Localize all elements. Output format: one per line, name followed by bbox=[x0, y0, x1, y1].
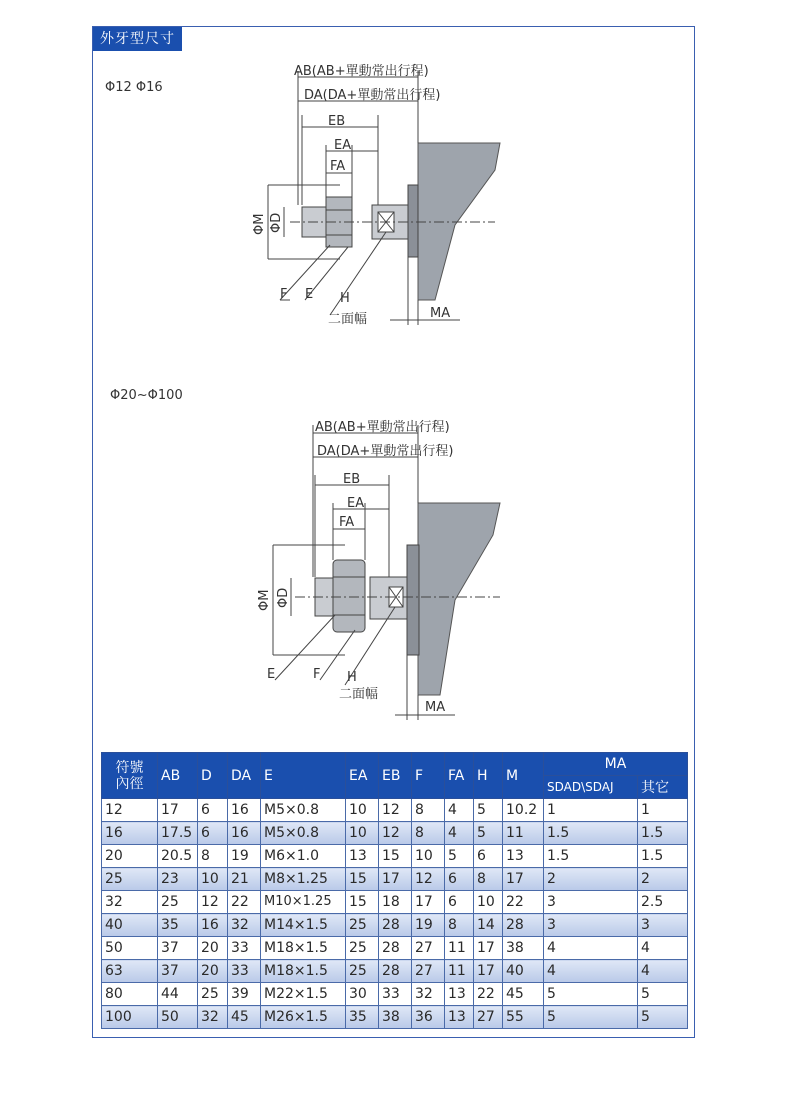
table-cell: 10 bbox=[412, 845, 445, 868]
table-row bbox=[102, 914, 688, 937]
table-cell: 55 bbox=[503, 1006, 544, 1029]
table-cell: 63 bbox=[102, 960, 158, 983]
flats-label: 二面幅 bbox=[328, 312, 368, 327]
table-row bbox=[102, 799, 688, 822]
table-cell: 25 bbox=[346, 914, 379, 937]
table-cell: 23 bbox=[158, 868, 198, 891]
table-cell: 5 bbox=[474, 822, 503, 845]
table-row bbox=[102, 937, 688, 960]
table-cell: 38 bbox=[503, 937, 544, 960]
table-cell: 4 bbox=[544, 960, 638, 983]
phid-dim-label-2: ΦD bbox=[276, 587, 291, 608]
table-cell: 6 bbox=[445, 868, 474, 891]
table-cell: 25 bbox=[102, 868, 158, 891]
table-cell: 100 bbox=[102, 1006, 158, 1029]
corner-symbol-label: 符號 bbox=[115, 759, 144, 776]
page-title: 外牙型尺寸 bbox=[93, 27, 182, 51]
col-header: EA bbox=[346, 753, 379, 799]
table-cell: 27 bbox=[412, 937, 445, 960]
table-cell: M6×1.0 bbox=[261, 845, 346, 868]
table-cell: 13 bbox=[503, 845, 544, 868]
table-cell: 13 bbox=[445, 1006, 474, 1029]
col-header: AB bbox=[158, 753, 198, 799]
table-cell: 13 bbox=[346, 845, 379, 868]
ma-dim-label: MA bbox=[430, 306, 451, 321]
table-cell: 22 bbox=[503, 891, 544, 914]
table-cell: 1.5 bbox=[638, 822, 688, 845]
flats-label-2: 二面幅 bbox=[339, 687, 379, 702]
table-cell: 12 bbox=[102, 799, 158, 822]
table-cell: M18×1.5 bbox=[261, 960, 346, 983]
table-cell: 15 bbox=[346, 891, 379, 914]
table-cell: 8 bbox=[445, 914, 474, 937]
spec-table bbox=[101, 752, 688, 1029]
section2-size-label: Φ20~Φ100 bbox=[110, 388, 183, 403]
table-cell: 10 bbox=[346, 822, 379, 845]
table-cell: 37 bbox=[158, 937, 198, 960]
table-cell: 6 bbox=[474, 845, 503, 868]
table-cell: 28 bbox=[379, 937, 412, 960]
table-cell: 1.5 bbox=[544, 845, 638, 868]
table-cell: M26×1.5 bbox=[261, 1006, 346, 1029]
table-row bbox=[102, 960, 688, 983]
col-header: F bbox=[412, 753, 445, 799]
table-cell: 16 bbox=[198, 914, 228, 937]
table-cell: 17 bbox=[503, 868, 544, 891]
table-cell: 40 bbox=[503, 960, 544, 983]
table-cell: 45 bbox=[503, 983, 544, 1006]
table-cell: 13 bbox=[445, 983, 474, 1006]
table-cell: 5 bbox=[445, 845, 474, 868]
table-cell: 45 bbox=[228, 1006, 261, 1029]
table-cell: 8 bbox=[474, 868, 503, 891]
table-cell: 14 bbox=[474, 914, 503, 937]
table-cell: M10×1.25 bbox=[261, 891, 346, 914]
table-cell: 33 bbox=[228, 960, 261, 983]
h-dim-label-2: H bbox=[347, 670, 357, 685]
table-cell: 3 bbox=[544, 914, 638, 937]
table-cell: 20 bbox=[198, 937, 228, 960]
table-cell: 25 bbox=[346, 937, 379, 960]
corner-header bbox=[102, 753, 158, 799]
table-cell: M22×1.5 bbox=[261, 983, 346, 1006]
table-cell: 1 bbox=[544, 799, 638, 822]
table-cell: 5 bbox=[474, 799, 503, 822]
ea-dim-label: EA bbox=[334, 138, 352, 153]
ma-dim-label-2: MA bbox=[425, 700, 446, 715]
drawing-small-bore bbox=[230, 55, 530, 335]
table-header-row bbox=[102, 753, 688, 776]
table-cell: 8 bbox=[198, 845, 228, 868]
table-cell: 3 bbox=[544, 891, 638, 914]
table-cell: 6 bbox=[445, 891, 474, 914]
table-cell: 10 bbox=[198, 868, 228, 891]
table-cell: 4 bbox=[638, 960, 688, 983]
h-dim-label: H bbox=[340, 291, 350, 306]
table-cell: 4 bbox=[445, 799, 474, 822]
section1-size-label: Φ12 Φ16 bbox=[105, 80, 163, 95]
table-row bbox=[102, 983, 688, 1006]
table-cell: 8 bbox=[412, 822, 445, 845]
ab-dim-label-2: AB(AB+單動常出行程) bbox=[315, 420, 450, 435]
table-cell: 33 bbox=[228, 937, 261, 960]
table-cell: 5 bbox=[638, 1006, 688, 1029]
table-cell: 5 bbox=[638, 983, 688, 1006]
table-cell: 15 bbox=[379, 845, 412, 868]
table-cell: 50 bbox=[102, 937, 158, 960]
table-cell: 36 bbox=[412, 1006, 445, 1029]
table-cell: 25 bbox=[198, 983, 228, 1006]
table-cell: 33 bbox=[379, 983, 412, 1006]
col-header: D bbox=[198, 753, 228, 799]
table-cell: 5 bbox=[544, 1006, 638, 1029]
table-cell: 10.2 bbox=[503, 799, 544, 822]
table-cell: 1.5 bbox=[544, 822, 638, 845]
table-cell: 6 bbox=[198, 822, 228, 845]
table-cell: 50 bbox=[158, 1006, 198, 1029]
ea-dim-label-2: EA bbox=[347, 496, 365, 511]
table-cell: 80 bbox=[102, 983, 158, 1006]
table-cell: 35 bbox=[158, 914, 198, 937]
table-row bbox=[102, 845, 688, 868]
table-row bbox=[102, 891, 688, 914]
table-cell: 22 bbox=[474, 983, 503, 1006]
table-cell: 2.5 bbox=[638, 891, 688, 914]
table-cell: 27 bbox=[412, 960, 445, 983]
table-cell: 19 bbox=[228, 845, 261, 868]
table-cell: 17 bbox=[412, 891, 445, 914]
da-dim-label: DA(DA+單動常出行程) bbox=[304, 88, 441, 103]
table-cell: 32 bbox=[198, 1006, 228, 1029]
table-cell: 15 bbox=[346, 868, 379, 891]
table-row bbox=[102, 868, 688, 891]
table-cell: 25 bbox=[158, 891, 198, 914]
fa-dim-label-2: FA bbox=[339, 515, 355, 530]
table-cell: 16 bbox=[228, 822, 261, 845]
table-cell: 44 bbox=[158, 983, 198, 1006]
table-row bbox=[102, 822, 688, 845]
table-cell: 21 bbox=[228, 868, 261, 891]
table-cell: 37 bbox=[158, 960, 198, 983]
table-cell: 35 bbox=[346, 1006, 379, 1029]
ma-sub-header: SDAD\SDAJ bbox=[544, 776, 638, 799]
table-cell: 20 bbox=[198, 960, 228, 983]
table-cell: 1 bbox=[638, 799, 688, 822]
col-header: EB bbox=[379, 753, 412, 799]
phim-dim-label-2: ΦM bbox=[257, 589, 272, 611]
table-cell: 4 bbox=[445, 822, 474, 845]
table-cell: 17.5 bbox=[158, 822, 198, 845]
e-dim-label: E bbox=[305, 287, 314, 302]
table-cell: 4 bbox=[544, 937, 638, 960]
table-cell: 17 bbox=[474, 960, 503, 983]
table-cell: 12 bbox=[198, 891, 228, 914]
table-cell: 18 bbox=[379, 891, 412, 914]
table-cell: 10 bbox=[474, 891, 503, 914]
drawing-large-bore bbox=[235, 405, 525, 725]
da-dim-label-2: DA(DA+單動常出行程) bbox=[317, 444, 454, 459]
ma-sub-header: 其它 bbox=[638, 776, 688, 799]
table-cell: 2 bbox=[638, 868, 688, 891]
eb-dim-label-2: EB bbox=[343, 472, 361, 487]
table-cell: 32 bbox=[102, 891, 158, 914]
col-header: E bbox=[261, 753, 346, 799]
table-cell: 11 bbox=[445, 937, 474, 960]
ma-group-header: MA bbox=[544, 753, 688, 776]
col-header: H bbox=[474, 753, 503, 799]
table-cell: 38 bbox=[379, 1006, 412, 1029]
table-row bbox=[102, 1006, 688, 1029]
table-cell: 1.5 bbox=[638, 845, 688, 868]
phim-dim-label: ΦM bbox=[252, 213, 267, 235]
table-cell: 12 bbox=[379, 799, 412, 822]
table-cell: 6 bbox=[198, 799, 228, 822]
table-cell: M5×0.8 bbox=[261, 799, 346, 822]
f-dim-label: F bbox=[280, 287, 288, 302]
table-cell: 10 bbox=[346, 799, 379, 822]
table-cell: 32 bbox=[228, 914, 261, 937]
table-cell: 4 bbox=[638, 937, 688, 960]
table-cell: 20 bbox=[102, 845, 158, 868]
table-cell: 16 bbox=[102, 822, 158, 845]
table-cell: M14×1.5 bbox=[261, 914, 346, 937]
table-cell: 2 bbox=[544, 868, 638, 891]
table-cell: 17 bbox=[474, 937, 503, 960]
table-cell: M8×1.25 bbox=[261, 868, 346, 891]
table-cell: 19 bbox=[412, 914, 445, 937]
fa-dim-label: FA bbox=[330, 159, 346, 174]
col-header: FA bbox=[445, 753, 474, 799]
table-cell: 32 bbox=[412, 983, 445, 1006]
table-cell: 39 bbox=[228, 983, 261, 1006]
table-cell: 17 bbox=[379, 868, 412, 891]
f-dim-label-2: F bbox=[313, 667, 321, 682]
phid-dim-label: ΦD bbox=[269, 212, 284, 233]
table-cell: 25 bbox=[346, 960, 379, 983]
table-cell: 11 bbox=[445, 960, 474, 983]
table-cell: 11 bbox=[503, 822, 544, 845]
table-cell: 8 bbox=[412, 799, 445, 822]
ab-dim-label: AB(AB+單動常出行程) bbox=[294, 64, 429, 79]
col-header: M bbox=[503, 753, 544, 799]
col-header: DA bbox=[228, 753, 261, 799]
table-cell: 30 bbox=[346, 983, 379, 1006]
table-cell: M18×1.5 bbox=[261, 937, 346, 960]
table-cell: 17 bbox=[158, 799, 198, 822]
table-cell: 3 bbox=[638, 914, 688, 937]
table-cell: 40 bbox=[102, 914, 158, 937]
table-cell: M5×0.8 bbox=[261, 822, 346, 845]
table-cell: 20.5 bbox=[158, 845, 198, 868]
e-dim-label-2: E bbox=[267, 667, 276, 682]
eb-dim-label: EB bbox=[328, 114, 346, 129]
table-cell: 27 bbox=[474, 1006, 503, 1029]
table-cell: 28 bbox=[379, 960, 412, 983]
table-cell: 12 bbox=[379, 822, 412, 845]
corner-bore-label: 內徑 bbox=[115, 775, 144, 792]
table-cell: 16 bbox=[228, 799, 261, 822]
table-cell: 22 bbox=[228, 891, 261, 914]
table-cell: 28 bbox=[379, 914, 412, 937]
table-cell: 28 bbox=[503, 914, 544, 937]
table-cell: 5 bbox=[544, 983, 638, 1006]
table-cell: 12 bbox=[412, 868, 445, 891]
